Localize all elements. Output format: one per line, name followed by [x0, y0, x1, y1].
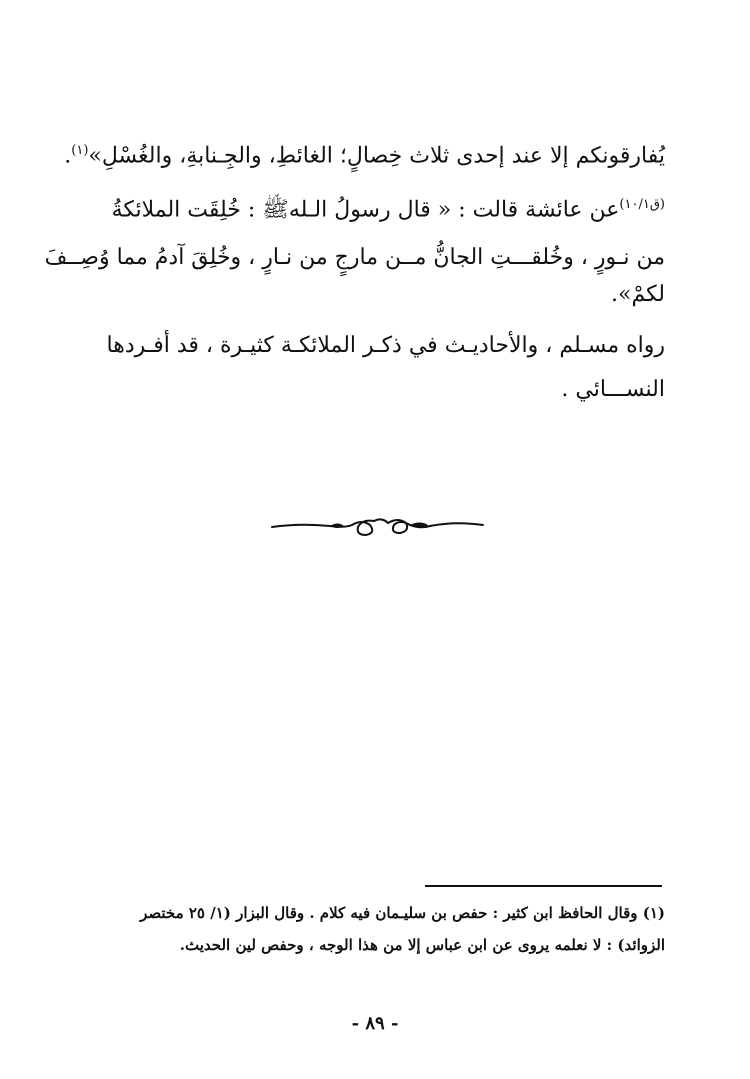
paragraph-2-line-3: لكمْ». [611, 282, 665, 308]
paragraph-2-line-1 [95, 188, 665, 227]
footnote-line-1: (١) وقال الحافظ ابن كثير : حفص بن سليـمان فيه كلام . وقال البزار (١/ ٢٥ مختصر [140, 904, 665, 922]
paragraph-1-end: . [64, 143, 72, 169]
flourish-ornament-icon [270, 513, 485, 543]
footnote-reference: (١) [71, 143, 89, 158]
paragraph-3 [95, 329, 665, 407]
paragraph-3-line-1: رواه مسـلم ، والأحاديـث في ذكـر الملائكـة كثيـرة ، قد أفـردها [106, 333, 665, 358]
paragraph-1-line-1 [64, 134, 665, 173]
paragraph-3-line-2: النســـائي . [561, 377, 665, 402]
paragraph-1-text: يُفارقونكم إلا عند إحدى ثلاث خِصالٍ؛ الغائطِ، والجِـنابةِ، والغُسْلِ» [88, 143, 665, 169]
paragraph-2-line-2: من نـورٍ ، وخُلقـــتِ الجانُّ مــن مارجٍ من نـارٍ ، وخُلِقَ آدمُ مما وُصِــفَ [44, 245, 665, 271]
page-number: - ٨٩ - [351, 1013, 399, 1034]
footnote-line-2: الزوائد) : لا نعلمه يروى عن ابن عباس إلا من هذا الوجه ، وحفص لين الحديث. [179, 936, 665, 954]
footnote [95, 897, 665, 961]
manuscript-reference-mark: (ق١٠/١) [619, 197, 665, 212]
paragraph-2-text-1: عن عائشة قالت : « قال رسولُ الـلهﷺ : خُلِقَت الملائكةُ [111, 197, 620, 223]
paragraph-2 [44, 188, 665, 312]
paragraph-1 [64, 134, 665, 173]
footnote-separator [425, 885, 662, 887]
